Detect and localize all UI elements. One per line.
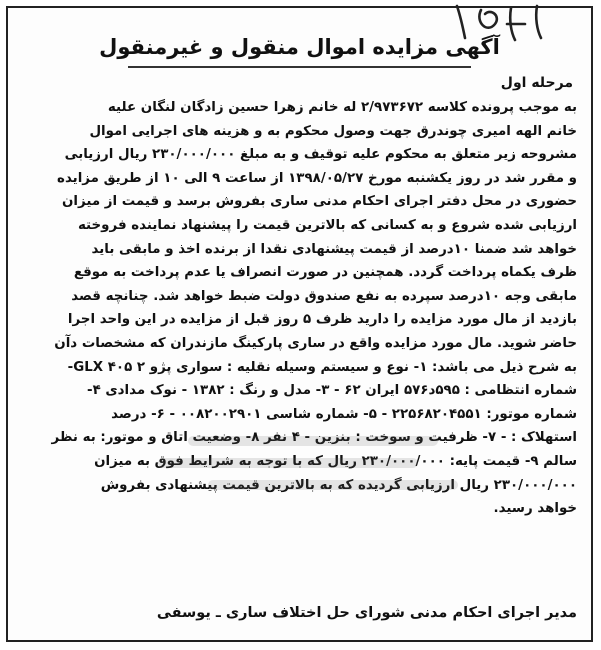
title-divider [128, 66, 471, 68]
body-line: مابقی وجه ۱۰درصد سپرده به نفع صندوق دولت ضبط خواهد شد. چنانچه قصد [71, 288, 577, 304]
body-line: خانم الهه امیری چوندرق جهت وصول محکوم به و هزینه های اجرایی اموال [89, 123, 577, 139]
signature-line: مدیر اجرای احکام مدنی شورای حل اختلاف ساری ـ یوسفی [156, 605, 577, 621]
body-line: ۲۳۰/۰۰۰/۰۰۰ ریال ارزیابی گردیده که به بالاترین قیمت پیشنهادی بفروش [100, 477, 577, 493]
body-line: مشروحه زیر متعلق به محکوم علیه توقیف و به مبلغ ۲۳۰/۰۰۰/۰۰۰ ریال ارزیابی [64, 147, 577, 163]
body-line: استهلاک : - ۷- ظرفیت و سوخت : بنزین - ۴ نفر ۸- وضعیت اتاق و موتور: به نظر [51, 430, 577, 446]
body-line: ارزیابی شده شروع و به کسانی که بالاترین قیمت را پیشنهاد نماینده فروخته [77, 217, 577, 233]
body-line: حضوری در محل دفتر اجرای احکام مدنی ساری بفروش برسد و قیمت از میزان [62, 194, 577, 210]
notice-page [6, 6, 593, 642]
notice-stage: مرحله اول [500, 75, 573, 91]
body-line: و مقرر شد در روز یکشنبه مورخ ۱۳۹۸/۰۵/۲۷ از ساعت ۹ الی ۱۰ از طریق مزایده [57, 170, 577, 186]
notice-body [20, 96, 577, 521]
body-line: خواهد شد ضمنا ۱۰درصد از قیمت پیشنهادی نقدا از برنده اخذ و مابقی باید [91, 241, 577, 257]
body-line: شماره انتظامی : ۵۹۵د۵۷۶ ایران ۶۲ - ۳- مدل و رنگ : ۱۳۸۲ - نوک مدادی ۴- [87, 383, 577, 399]
body-line: به شرح ذیل می باشد: ۱- نوع و سیستم وسیله نقلیه : سواری پژو GLX ۴۰۵ ۲- [67, 359, 577, 375]
body-line: سالم ۹- قیمت پایه: ۲۳۰/۰۰۰/۰۰۰ ریال که با توجه به شرایط فوق به میزان [94, 453, 577, 469]
body-line: شماره موتور: ۲۲۵۶۸۲۰۴۵۵۱ - ۵- شماره شاسی ۰۰۸۲۰۰۲۹۰۱ - ۶- درصد [111, 406, 577, 422]
body-line: حاضر شوید. مال مورد مزایده واقع در ساری پارکینگ مازندران که مشخصات دآن [54, 335, 577, 351]
body-line: بازدید از مال مورد مزایده را دارید ظرف ۵ روز قبل از مزایده در این واحد اجرا [67, 312, 577, 328]
notice-title: آگهی مزایده اموال منقول و غیرمنقول [99, 35, 500, 59]
body-line: به موجب پرونده کلاسه ۲/۹۷۳۶۷۲ له خانم زهرا حسین زادگان لنگان علیه [107, 100, 577, 115]
body-line: خواهد رسید. [493, 501, 577, 517]
body-line: ظرف یکماه پرداخت گردد. همچنین در صورت انصراف یا عدم پرداخت به موقع [73, 265, 577, 281]
